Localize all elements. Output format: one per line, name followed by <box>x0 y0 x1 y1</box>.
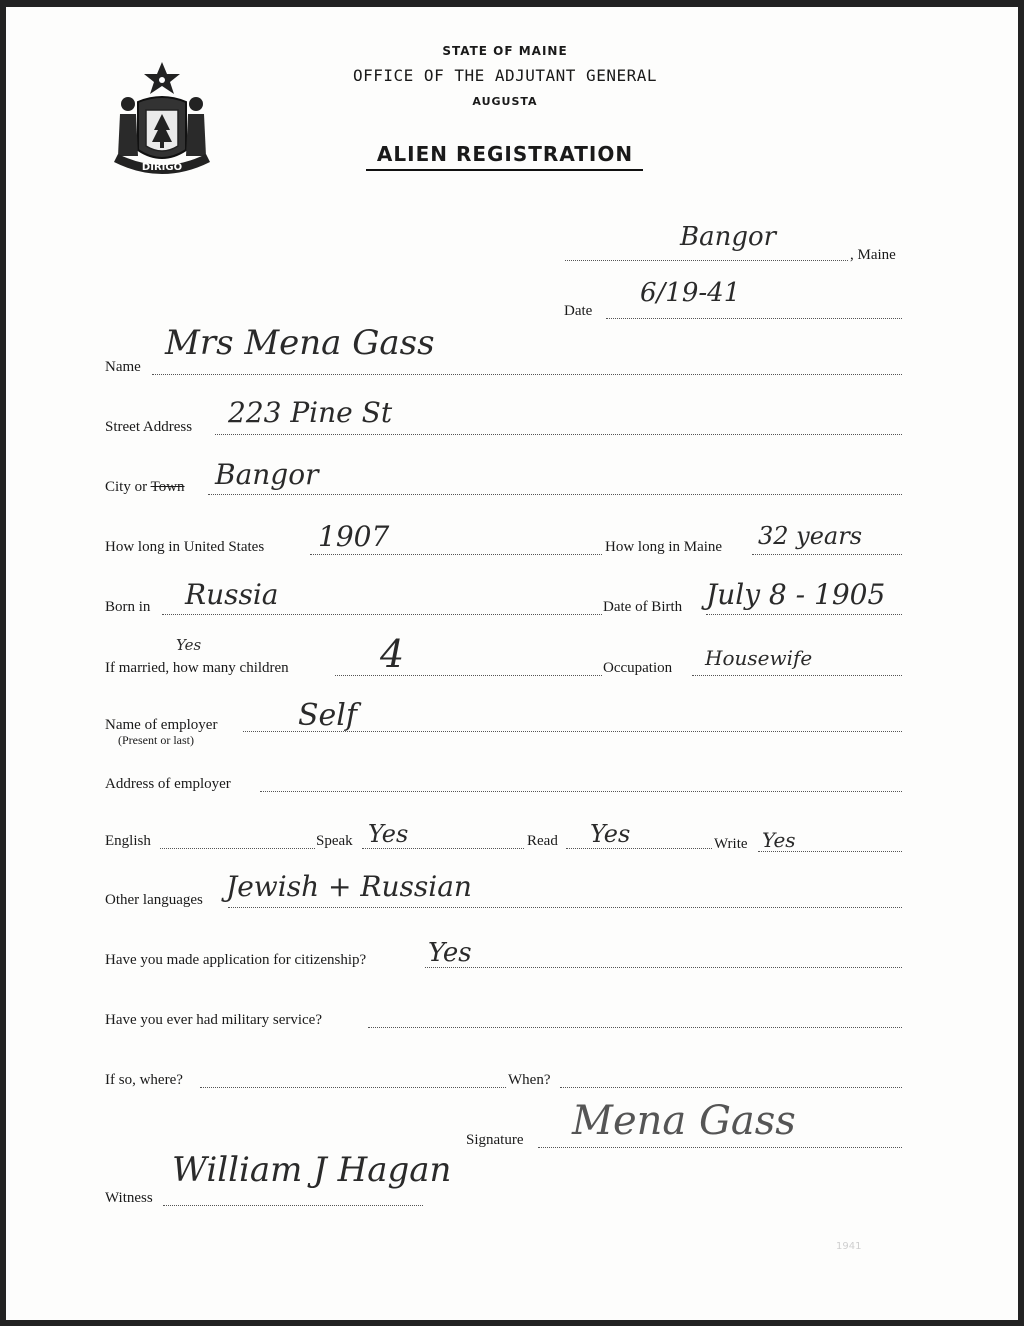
maine-duration-label: How long in Maine <box>605 539 723 555</box>
street-address-line <box>215 434 902 435</box>
witness-label: Witness <box>105 1190 153 1206</box>
read-line <box>566 848 712 849</box>
military-label: Have you ever had military service? <box>105 1012 322 1028</box>
town-struck-text: Town <box>150 479 185 495</box>
other-languages-line <box>228 907 902 908</box>
employer-address-line <box>260 791 902 792</box>
occupation-line <box>692 675 902 676</box>
city-value: Bangor <box>215 458 319 491</box>
us-duration-line <box>310 554 602 555</box>
date-value: 6/19-41 <box>640 278 741 308</box>
date-of-birth-value: July 8 - 1905 <box>706 578 886 611</box>
witness-line <box>163 1205 423 1206</box>
date-label: Date <box>564 303 593 319</box>
header-state: STATE OF MAINE <box>442 44 568 58</box>
date-of-birth-line <box>706 614 902 615</box>
name-label: Name <box>105 359 141 375</box>
header-office: OFFICE OF THE ADJUTANT GENERAL <box>353 66 657 85</box>
signature-value: Mena Gass <box>572 1098 796 1144</box>
born-in-line <box>162 614 602 615</box>
header-city: AUGUSTA <box>472 95 538 108</box>
us-duration-label: How long in United States <box>105 539 265 555</box>
place-value: Bangor <box>680 222 777 252</box>
svg-text:DIRIGO: DIRIGO <box>141 162 183 173</box>
citizenship-value: Yes <box>428 938 472 968</box>
us-duration-value: 1907 <box>318 520 390 553</box>
married-value: Yes <box>176 636 202 654</box>
other-languages-label: Other languages <box>105 892 203 908</box>
born-in-value: Russia <box>185 578 279 611</box>
city-label <box>105 479 185 496</box>
military-line <box>368 1027 902 1028</box>
maine-duration-line <box>752 554 902 555</box>
city-line <box>208 494 902 495</box>
signature-line <box>538 1147 902 1148</box>
street-address-value: 223 Pine St <box>228 396 393 429</box>
children-line <box>335 675 602 676</box>
children-value: 4 <box>380 632 405 676</box>
other-languages-value: Jewish + Russian <box>226 870 472 903</box>
maine-duration-value: 32 years <box>758 522 863 550</box>
maine-label: , Maine <box>850 247 896 263</box>
employer-name-sublabel: (Present or last) <box>118 733 194 747</box>
read-value: Yes <box>590 820 631 848</box>
english-label: English <box>105 833 151 849</box>
scan-border-right <box>1018 0 1024 1326</box>
where-line <box>200 1087 506 1088</box>
name-value: Mrs Mena Gass <box>165 323 435 363</box>
name-line <box>152 374 902 375</box>
scan-border-left <box>0 0 6 1326</box>
write-value: Yes <box>762 828 796 852</box>
form-title: ALIEN REGISTRATION <box>376 142 634 166</box>
when-line <box>560 1087 902 1088</box>
faint-stamp: 1941 <box>836 1241 862 1252</box>
occupation-label: Occupation <box>603 660 673 676</box>
write-label: Write <box>714 836 748 852</box>
date-of-birth-label: Date of Birth <box>603 599 683 615</box>
employer-name-value: Self <box>298 698 358 733</box>
english-line <box>160 848 315 849</box>
married-children-label: If married, how many children <box>105 660 289 676</box>
speak-label: Speak <box>316 833 353 849</box>
title-underline <box>366 169 643 171</box>
date-line <box>606 318 902 319</box>
speak-value: Yes <box>368 820 409 848</box>
when-label: When? <box>508 1072 551 1088</box>
employer-address-label: Address of employer <box>105 776 231 792</box>
citizenship-line <box>425 967 902 968</box>
place-line <box>565 260 848 261</box>
street-address-label: Street Address <box>105 419 193 435</box>
scan-border-top <box>0 0 1024 7</box>
scan-border-bottom <box>0 1320 1024 1326</box>
employer-name-label: Name of employer <box>105 717 218 733</box>
occupation-value: Housewife <box>705 646 813 670</box>
witness-value: William J Hagan <box>172 1150 452 1190</box>
signature-label: Signature <box>466 1132 524 1148</box>
born-in-label: Born in <box>105 599 151 615</box>
citizenship-label: Have you made application for citizenship? <box>105 952 367 968</box>
read-label: Read <box>527 833 558 849</box>
speak-line <box>362 848 524 849</box>
city-or-text: City or <box>105 479 148 495</box>
if-so-where-label: If so, where? <box>105 1072 183 1088</box>
